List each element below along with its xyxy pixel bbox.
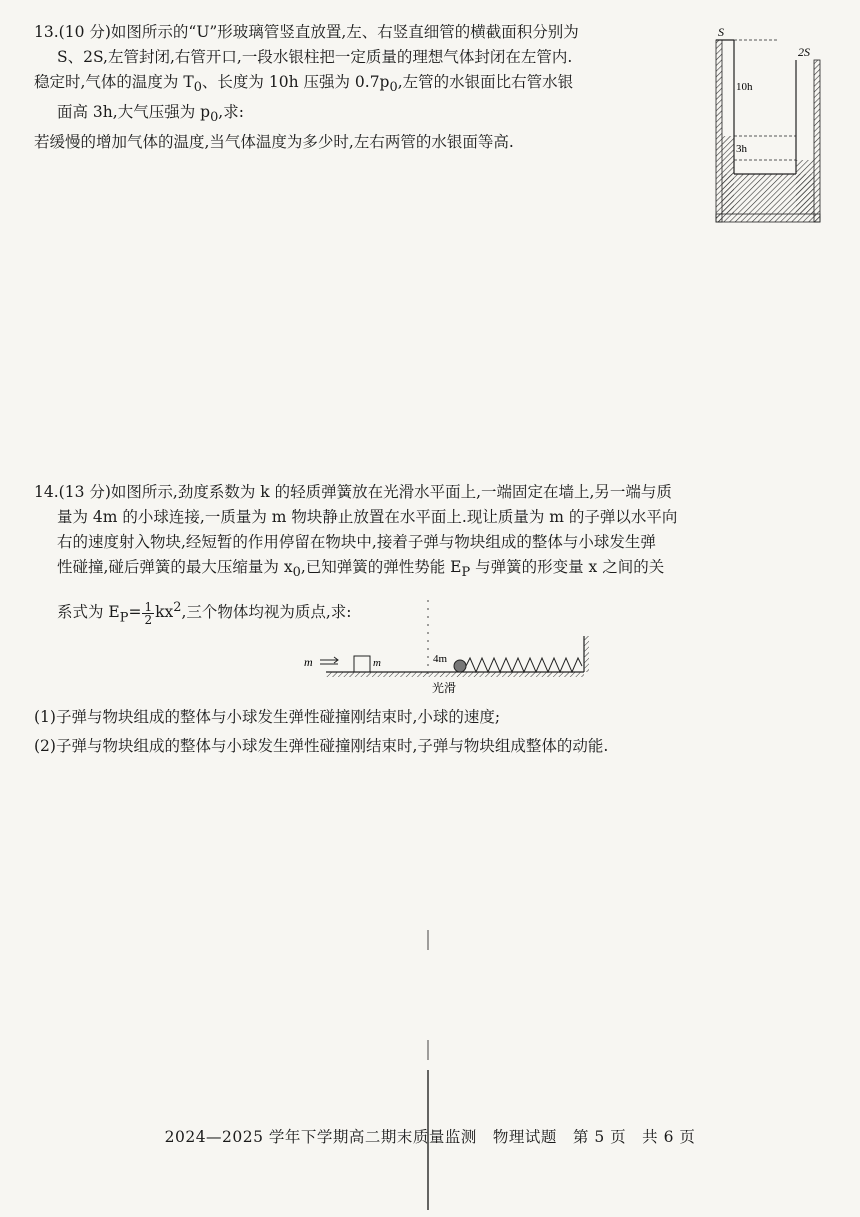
q13-line-3: 稳定时,气体的温度为 $T_0$、长度为 10h 压强为 $0.7p_0$,左管的水银面比右管水银	[34, 73, 574, 96]
label-3h: 3h	[736, 143, 747, 155]
tube-bottom-wall	[716, 214, 820, 222]
block	[354, 656, 370, 672]
ball	[454, 660, 466, 672]
question-13	[34, 20, 710, 155]
label-bullet-mass: m	[304, 655, 313, 669]
q13-line-1: 13.(10 分)如图所示的“U”形玻璃管竖直放置,左、右竖直细管的横截面积分别为	[34, 23, 579, 41]
binding-gutter-line	[425, 600, 431, 1210]
label-10h: 10h	[736, 81, 753, 93]
spring	[466, 658, 582, 672]
bullet-arrow-icon	[320, 657, 338, 664]
label-smooth: 光滑	[432, 681, 457, 695]
q13-number: 13.	[34, 23, 59, 41]
q14-line-1: 14.(13 分)如图所示,劲度系数为 k 的轻质弹簧放在光滑水平面上,一端固定在墙上,另一端与质	[34, 483, 672, 501]
label-2s: 2S	[798, 45, 810, 59]
spring-collision-figure	[298, 632, 598, 702]
tube-right-outer-wall	[814, 60, 820, 222]
label-s: S	[718, 25, 724, 39]
label-block-mass: m	[373, 657, 381, 669]
q14-part-1: (1)子弹与物块组成的整体与小球发生弹性碰撞刚结束时,小球的速度;	[34, 708, 501, 726]
fraction-half: $\frac{1}{2}$	[144, 599, 153, 627]
q14-line-4: 性碰撞,碰后弹簧的最大压缩量为 $x_0$,已知弹簧的弹性势能 $E_P$ 与弹簧的形变量 x 之间的关	[57, 558, 665, 581]
q13-line-2: S、2S,左管封闭,右管开口,一段水银柱把一定质量的理想气体封闭在左管内.	[57, 48, 573, 66]
u-tube-figure	[712, 24, 832, 229]
q14-number: 14.	[34, 483, 59, 501]
tube-left-outer-wall	[716, 40, 722, 222]
q14-line-2: 量为 4m 的小球连接,一质量为 m 物块静止放置在水平面上.现让质量为 m 的子弹以水平向	[57, 508, 678, 526]
page-footer: 2024—2025 学年下学期高二期末质量监测 物理试题 第 5 页 共 6 页	[164, 1128, 696, 1146]
q14-line-5: 系式为 $E_P=$ $\frac{1}{2}$ $kx^2$,三个物体均视为质点,求:	[57, 599, 352, 627]
q13-line-4: 面高 3h,大气压强为 $p_0$,求:	[57, 103, 244, 126]
question-14	[34, 480, 834, 630]
q14-line-3: 右的速度射入物块,经短暂的作用停留在物块中,接着子弹与物块组成的整体与小球发生弹	[57, 533, 656, 551]
q13-line-5: 若缓慢的增加气体的温度,当气体温度为多少时,左右两管的水银面等高.	[34, 133, 514, 152]
mercury-right	[796, 160, 814, 214]
label-ball-mass: 4m	[433, 653, 448, 665]
q14-part-2: (2)子弹与物块组成的整体与小球发生弹性碰撞刚结束时,子弹与物块组成整体的动能.	[34, 737, 609, 755]
